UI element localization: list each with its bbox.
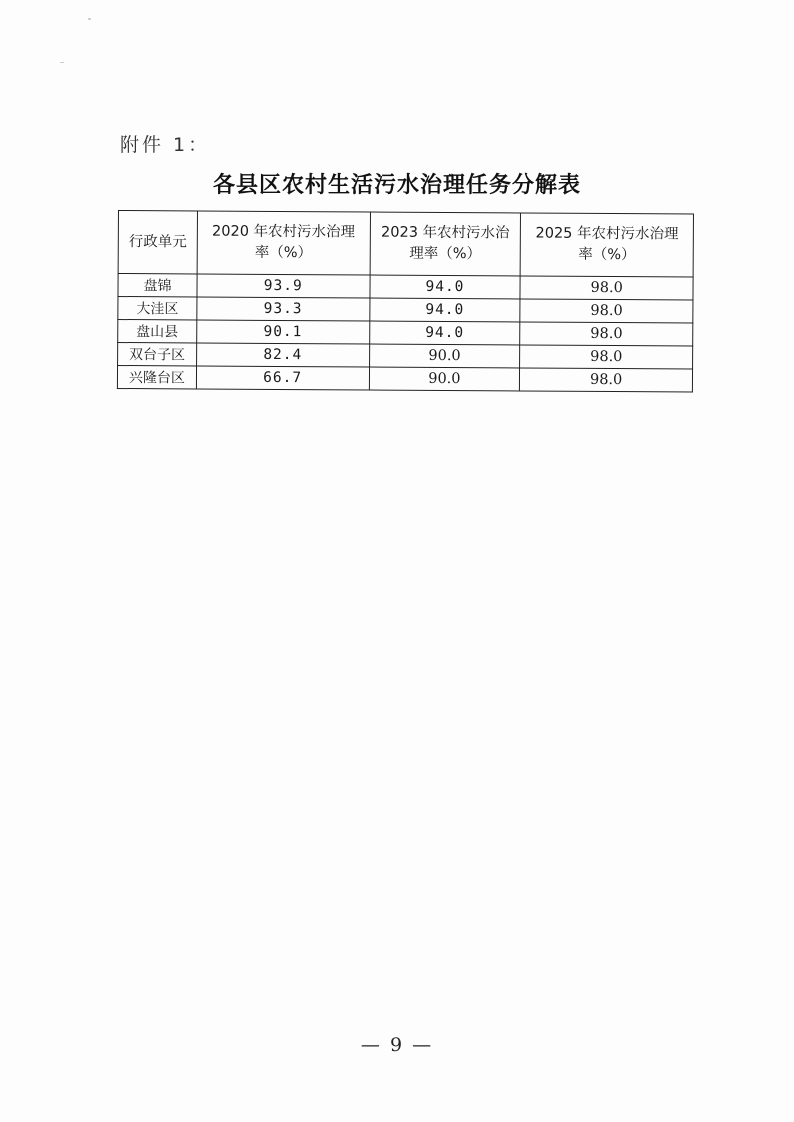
- cell-2025-rate: 98.0: [520, 276, 693, 300]
- header-admin-unit: 行政单元: [118, 211, 197, 274]
- cell-2023-rate: 90.0: [369, 344, 520, 368]
- cell-admin-unit: 大洼区: [118, 297, 197, 320]
- cell-2023-rate: 94.0: [369, 298, 520, 322]
- page-number: — 9 —: [360, 1034, 434, 1056]
- cell-2020-rate: 93.3: [197, 297, 370, 321]
- scan-speck: [88, 18, 91, 20]
- cell-2020-rate: 82.4: [196, 343, 369, 367]
- header-2020-rate: 2020 年农村污水治理率（%）: [197, 211, 370, 275]
- header-2023-rate: 2023 年农村污水治理率（%）: [370, 212, 521, 276]
- cell-admin-unit: 兴隆台区: [117, 366, 196, 389]
- cell-2025-rate: 98.0: [520, 368, 693, 392]
- cell-admin-unit: 盘锦: [118, 274, 197, 297]
- cell-admin-unit: 盘山县: [118, 320, 197, 343]
- cell-2025-rate: 98.0: [520, 322, 693, 346]
- task-breakdown-table: [117, 210, 694, 393]
- table-header-row: [118, 211, 693, 278]
- header-2025-rate: 2025 年农村污水治理率（%）: [520, 213, 693, 277]
- cell-2023-rate: 90.0: [369, 367, 520, 391]
- cell-2025-rate: 98.0: [520, 345, 693, 369]
- attachment-label: 附件 1：: [120, 134, 211, 156]
- cell-2025-rate: 98.0: [520, 299, 693, 323]
- scan-speck: [60, 62, 64, 63]
- cell-admin-unit: 双台子区: [118, 343, 197, 366]
- cell-2023-rate: 94.0: [369, 321, 520, 345]
- table-row: [117, 366, 692, 393]
- cell-2020-rate: 66.7: [196, 366, 369, 390]
- document-title: 各县区农村生活污水治理任务分解表: [212, 173, 581, 198]
- cell-2020-rate: 90.1: [197, 320, 370, 344]
- cell-2020-rate: 93.9: [197, 274, 370, 298]
- cell-2023-rate: 94.0: [369, 275, 520, 299]
